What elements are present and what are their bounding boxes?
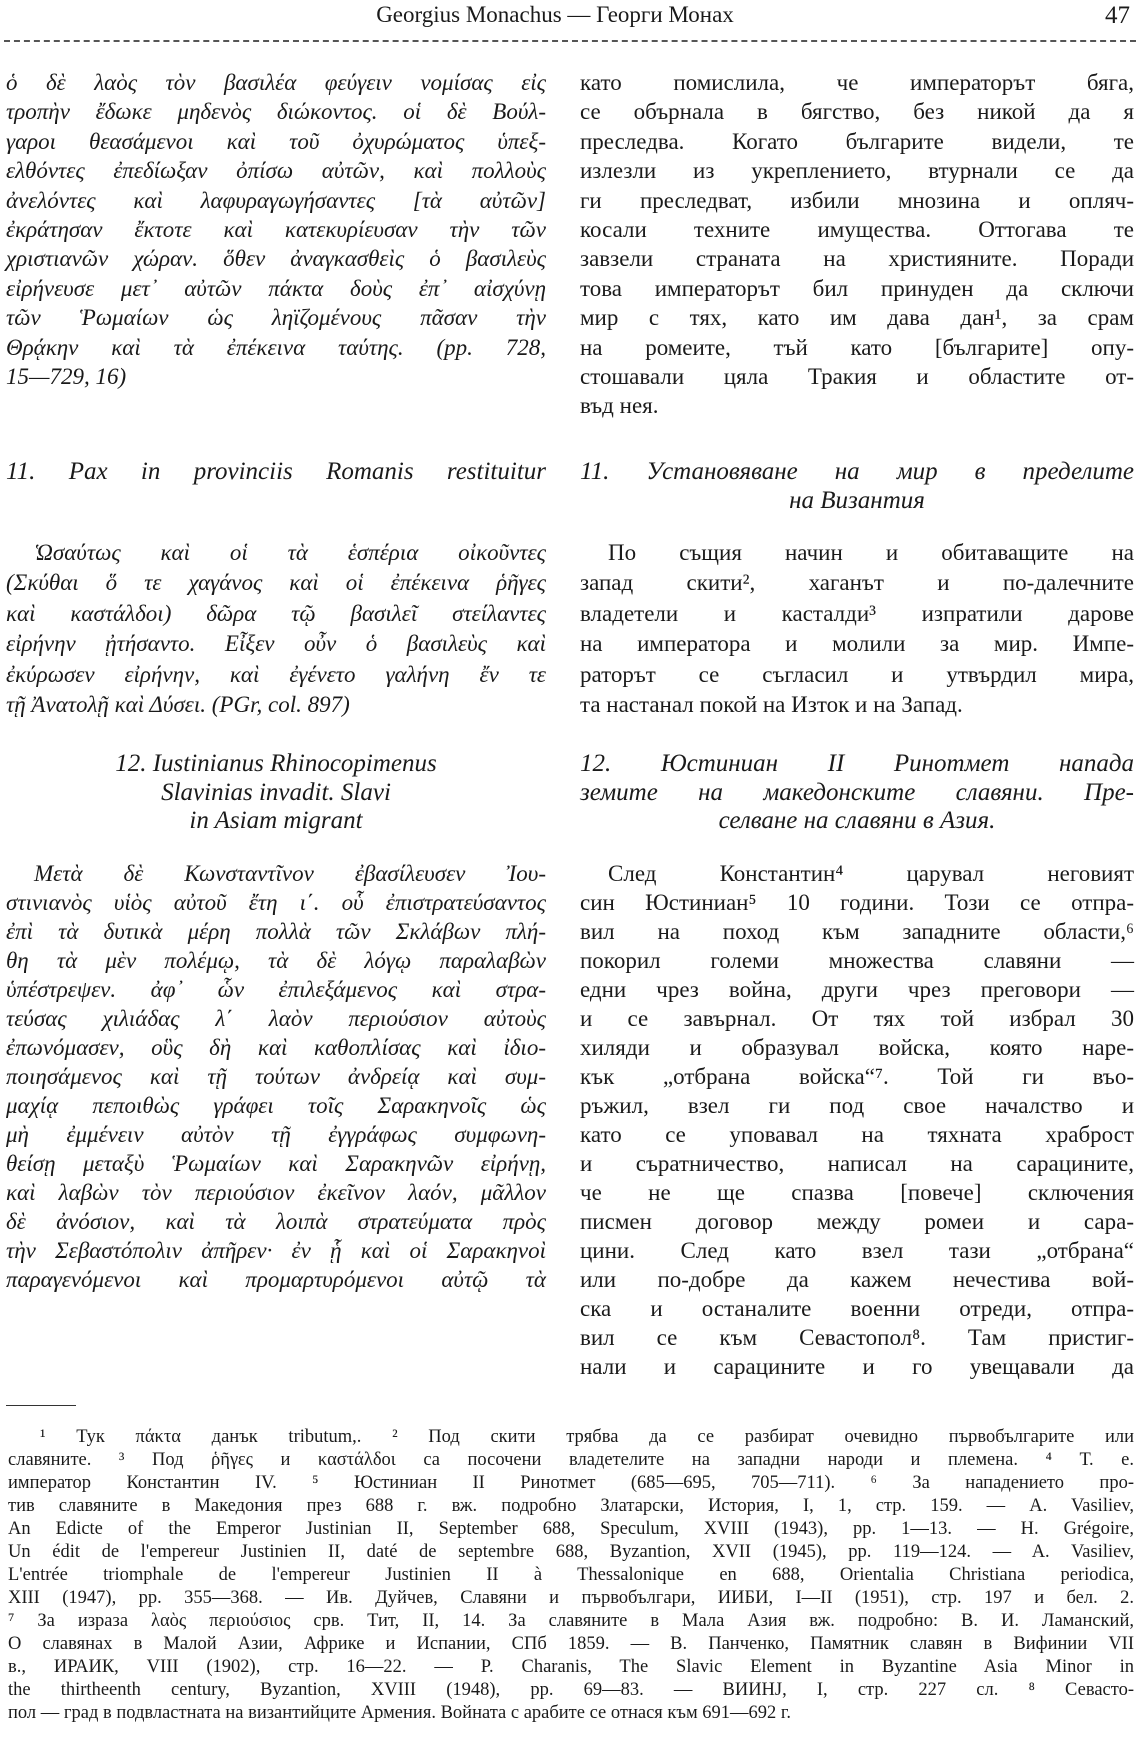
- greek-text-line: ἐκύρωσεν εἰρήνην, καὶ ἐγένετο γαλήνη ἔν τε: [6, 661, 546, 687]
- greek-text-line: ἐπωνόμασεν, οὓς δὴ καὶ καθοπλίσας καὶ ἰδιο-: [6, 1035, 546, 1060]
- bulgarian-text-line: като помислила, че императорът бяга,: [580, 70, 1134, 95]
- section-heading-latin: 11. Pax in provinciis Romanis restituitur: [6, 458, 546, 485]
- greek-text-line: στινιανὸς υἱὸς αὐτοῦ ἔτη ι΄. οὗ ἐπιστρατεύσαντος: [6, 890, 546, 915]
- greek-text-line: μὴ ἐμμένειν αὐτὸν τῇ ἐγγράφως συμφωνη-: [6, 1122, 546, 1147]
- section-heading-latin: Slavinias invadit. Slavi: [161, 778, 391, 806]
- bulgarian-text-line: покорил големи множества славяни —: [580, 948, 1134, 973]
- bulgarian-text-line: запад скити², хаганът и по-далечните: [580, 570, 1134, 596]
- greek-text-line: (Σκύθαι ὅ τε χαγάνος καὶ οἱ ἐπέκεινα ῥῆγες: [6, 570, 546, 596]
- bulgarian-text-line: стошавали цяла Тракия и областите от-: [580, 364, 1134, 389]
- bulgarian-text-line: ръжил, взел ги под свое началство и: [580, 1093, 1134, 1118]
- bulgarian-text-line: въд нея.: [580, 393, 659, 419]
- bulgarian-text-line: След Константин⁴ царувал неговият: [608, 861, 1134, 886]
- greek-text-line: τὴν Σεβαστόπολιν ἀπῆρεν· ἐν ᾗ καὶ οἱ Σαρακηνοὶ: [6, 1238, 546, 1263]
- greek-text-line: ὑπέστρεψεν. ἀφ᾽ ὧν ἐπιλεξάμενος καὶ στρα-: [6, 977, 546, 1002]
- footnote-line: ¹ Тук πάκτα данък tributum,. ² Под скити трябва да се разбират очевидно първобългарите или: [40, 1427, 1134, 1447]
- footnote-rule: [6, 1405, 76, 1406]
- bulgarian-text-line: мир с тях, като им дава дан¹, за срам: [580, 305, 1134, 331]
- bulgarian-text-line: вил се към Севастопол⁸. Там пристиг-: [580, 1325, 1134, 1350]
- greek-text-line: χριστιανῶν χώραν. ὅθεν ἀναγκασθεὶς ὁ βασιλεὺς: [6, 246, 546, 272]
- greek-text-line: εἰρήνην ᾐτήσαντο. Εἶξεν οὖν ὁ βασιλεὺς καὶ: [6, 631, 546, 657]
- greek-text-line: τῇ Ἀνατολῇ καὶ Δύσει. (PGr, col. 897): [6, 692, 350, 717]
- greek-text-line: ἐπὶ τὰ δυτικὰ μέρη πολλὰ τῶν Σκλάβων πλή-: [6, 919, 546, 944]
- footnote-line: XIII (1947), pp. 355—368. — Ив. Дуйчев, Славяни и първобългари, ИИБИ, I—II (1951), стр. 197 и бел. 2.: [8, 1588, 1134, 1608]
- greek-text-line: θη τὰ μὲν πολέμῳ, τὰ δὲ λόγῳ παραλαβὼν: [6, 948, 546, 973]
- bulgarian-text-line: и съратничество, написал на сарацините,: [580, 1151, 1134, 1176]
- section-heading-bulgarian: 12. Юстиниан II Ринотмет напада: [580, 750, 1134, 777]
- bulgarian-text-line: цини. След като взел тази „отбрана“: [580, 1238, 1134, 1263]
- running-header: Georgius Monachus — Георги Монах: [376, 2, 734, 27]
- greek-text-line: Ὡσαύτως καὶ οἱ τὰ ἑσπέρια οἰκοῦντες: [34, 540, 546, 565]
- greek-text-line: εἰρήνευσε μετ᾽ αὐτῶν πάκτα δοὺς ἐπ᾽ αἰσχύνῃ: [6, 275, 546, 301]
- footnote-line: ⁷ За израза λαὸς περιούσιος срв. Тит, II, 14. За славяните в Мала Азия вж. подробно: В. И. Ламанский,: [8, 1611, 1134, 1631]
- bulgarian-text-line: като се уповавал на тяхната храброст: [580, 1122, 1134, 1147]
- greek-text-line: παραγενόμενοι καὶ προμαρτυρόμενοι αὐτῷ τὰ: [6, 1267, 546, 1292]
- bulgarian-text-line: завзели страната на християните. Поради: [580, 246, 1134, 272]
- bulgarian-text-line: косали техните имущества. Оттогава те: [580, 217, 1134, 242]
- bulgarian-text-line: на императора и молили за мир. Импе-: [580, 631, 1134, 657]
- bulgarian-text-line: син Юстиниан⁵ 10 години. Този се отпра-: [580, 890, 1134, 915]
- greek-text-line: ἀνελόντες καὶ λαφυραγωγήσαντες [τὰ αὐτῶν]: [6, 187, 546, 213]
- greek-text-line: δὲ ἀνόσιον, καὶ τὰ λοιπὰ στρατεύματα πρὸς: [6, 1209, 546, 1234]
- bulgarian-text-line: преследва. Когато българите видели, те: [580, 128, 1134, 154]
- greek-text-line: ὁ δὲ λαὸς τὸν βασιλέα φεύγειν νομίσας εἰς: [6, 70, 546, 95]
- footnote-line: the thirtheenth century, Byzantion, XVIII (1948), pp. 69—83. — ВИИНЈ, I, стр. 227 сл. ⁸ Севасто-: [8, 1680, 1134, 1700]
- bulgarian-text-line: По същия начин и обитаващите на: [608, 540, 1134, 565]
- footnote-line: О славянах в Малой Азии, Африке и Испании, СПб 1859. — В. Панченко, Памятник славян в Вифинии VII: [8, 1634, 1134, 1654]
- header-rule: [4, 40, 1136, 42]
- bulgarian-text-line: едни чрез война, други чрез преговори —: [580, 977, 1134, 1002]
- bulgarian-text-line: нали и сарацините и го увещавали да: [580, 1354, 1134, 1379]
- page-number: 47: [1105, 2, 1130, 29]
- bulgarian-text-line: и се завърнал. От тях той избрал 30: [580, 1006, 1134, 1031]
- footnote-line: An Edicte of the Emperor Justinian II, September 688, Speculum, XVIII (1943), pp. 1—13. — H. Grégoire,: [8, 1519, 1134, 1539]
- bulgarian-text-line: та настанал покой на Изток и на Запад.: [580, 692, 963, 717]
- footnote-line: в., ИРАИК, VIII (1902), стр. 16—22. — P. Charanis, The Slavic Element in Byzantine Asia Minor in: [8, 1657, 1134, 1677]
- bulgarian-text-line: ска и останалите военни отреди, отпра-: [580, 1296, 1134, 1321]
- bulgarian-text-line: на ромеите, тъй като [българите] опу-: [580, 334, 1134, 360]
- section-heading-bulgarian: земите на македонските славяни. Пре-: [580, 778, 1134, 806]
- greek-text-line: Μετὰ δὲ Κωνσταντῖνον ἐβασίλευσεν Ἰου-: [34, 861, 546, 886]
- greek-text-line: τεύσας χιλιάδας λ΄ λαὸν περιούσιον αὐτοὺς: [6, 1006, 546, 1031]
- section-heading-bulgarian: селване на славяни в Азия.: [718, 807, 996, 834]
- bulgarian-text-line: владетели и касталди³ изпратили дарове: [580, 600, 1134, 626]
- footnote-line: славяните. ³ Под ῥῆγες и καστάλδοι са посочени владетелите на западни народи и племена. ⁴ Т. е.: [8, 1450, 1134, 1470]
- bulgarian-text-line: писмен договор между ромеи и сара-: [580, 1209, 1134, 1234]
- greek-text-line: καὶ καστάλδοι) δῶρα τῷ βασιλεῖ στείλαντες: [6, 600, 546, 626]
- bulgarian-text-line: или по-добре да кажем нечестива вой-: [580, 1267, 1134, 1292]
- greek-text-line: ἐκράτησαν ἔκτοτε καὶ κατεκυρίευσαν τὴν τῶν: [6, 217, 546, 242]
- bulgarian-text-line: ги преследват, избили мнозина и опляч-: [580, 187, 1134, 213]
- bulgarian-text-line: кък „отбрана войска“⁷. Той ги въо-: [580, 1064, 1134, 1089]
- footnote-line: L'entrée triomphale de l'empereur Justinien II à Thessalonique en 688, Orientalia Christiana periodica,: [8, 1565, 1134, 1585]
- footnote-line: император Константин IV. ⁵ Юстиниан II Ринотмет (685—695, 705—711). ⁶ За нападението про-: [8, 1473, 1134, 1493]
- section-heading-bulgarian: на Византия: [789, 487, 925, 514]
- greek-text-line: θείσῃ μεταξὺ Ῥωμαίων καὶ Σαρακηνῶν εἰρήνῃ,: [6, 1151, 546, 1176]
- bulgarian-text-line: излезли из укреплението, втурнали се да: [580, 158, 1134, 184]
- section-heading-bulgarian: 11. Установяване на мир в пределите: [580, 458, 1134, 485]
- greek-text-line: γαροι θεασάμενοι καὶ τοῦ ὀχυρώματος ὑπεξ-: [6, 128, 546, 154]
- bulgarian-text-line: това императорът бил принуден да сключи: [580, 275, 1134, 301]
- greek-text-line: τροπὴν ἔδωκε μηδενὸς διώκοντος. οἱ δὲ Βούλ-: [6, 99, 546, 125]
- bulgarian-text-line: хиляди и образувал войска, която наре-: [580, 1035, 1134, 1060]
- bulgarian-text-line: вил на поход към западните области,⁶: [580, 919, 1134, 944]
- greek-text-line: ελθόντες ἐπεδίωξαν ὀπίσω αὐτῶν, καὶ πολλοὺς: [6, 158, 546, 184]
- footnote-line: Un édit de l'empereur Justinien II, daté de septembre 688, Byzantion, XVII (1945), pp. 119—124. — A. Vasiliev,: [8, 1542, 1134, 1562]
- greek-text-line: ποιησάμενος καὶ τῇ τούτων ἀνδρείᾳ καὶ συμ-: [6, 1064, 546, 1089]
- bulgarian-text-line: се обърнала в бягство, без никой да я: [580, 99, 1134, 125]
- footnote-line: пол — град в подвластната на византийците Армения. Войната с арабите се отнася към 691—692 г.: [8, 1703, 792, 1723]
- greek-text-line: 15—729, 16): [6, 364, 127, 389]
- greek-text-line: καὶ λαβὼν τὸν περιούσιον ἐκεῖνον λαόν, μᾶλλον: [6, 1180, 546, 1205]
- section-heading-latin: 12. Iustinianus Rhinocopimenus: [115, 750, 437, 777]
- bulgarian-text-line: раторът се съгласил и утвърдил мира,: [580, 661, 1134, 687]
- bulgarian-text-line: че не ще спазва [повече] сключения: [580, 1180, 1134, 1205]
- section-heading-latin: in Asiam migrant: [189, 807, 363, 834]
- greek-text-line: Θρᾴκην καὶ τὰ ἐπέκεινα ταύτης. (pp. 728,: [6, 334, 546, 360]
- greek-text-line: μαχίᾳ πεποιθὼς γράφει τοῖς Σαρακηνοῖς ὡς: [6, 1093, 546, 1118]
- footnote-line: тив славяните в Македония през 688 г. вж. подробно Златарски, История, I, 1, стр. 159. — A. Vasiliev,: [8, 1496, 1134, 1516]
- greek-text-line: τῶν Ῥωμαίων ὡς ληϊζομένους πᾶσαν τὴν: [6, 305, 546, 331]
